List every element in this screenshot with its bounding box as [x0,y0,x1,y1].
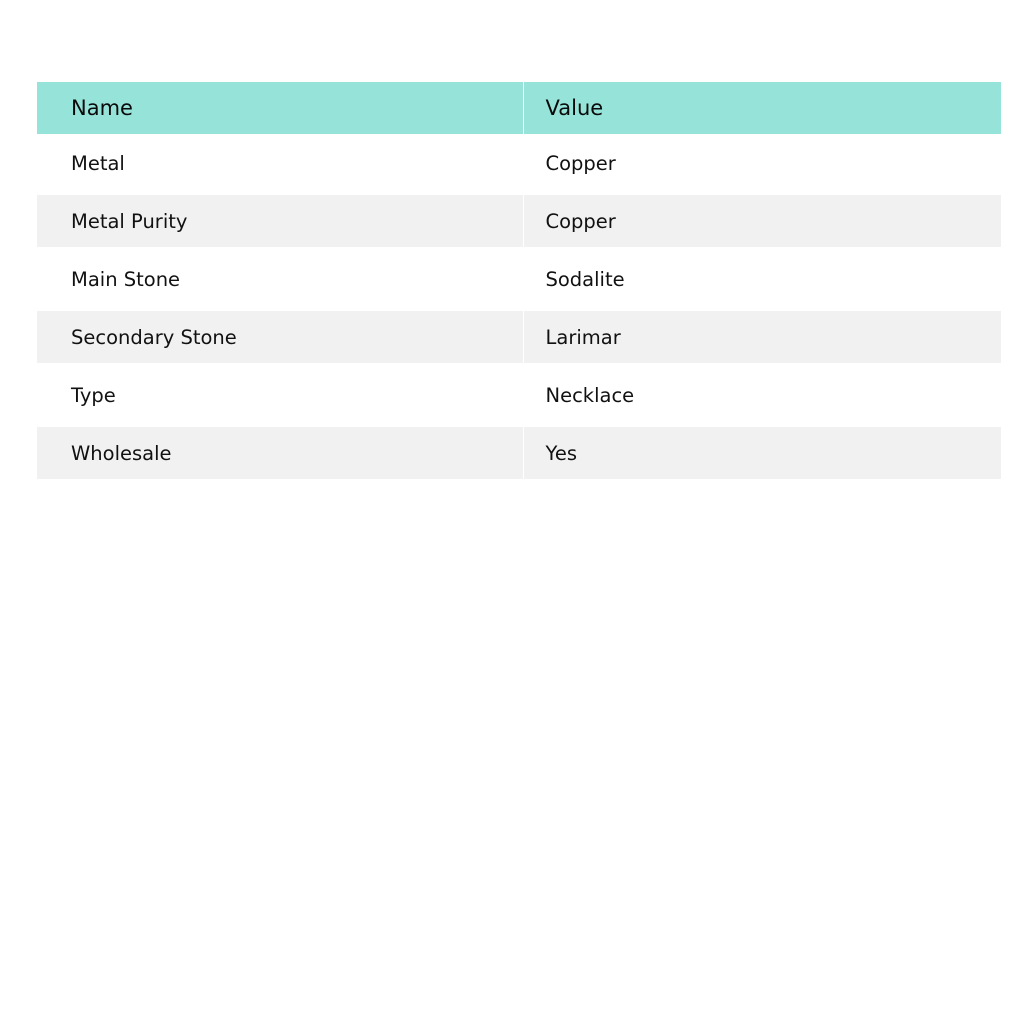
row-name-cell: Type [71,383,116,407]
table-row [37,366,1001,424]
table-header [37,82,1001,134]
attributes-table-container [37,82,1001,482]
table-row [37,424,1001,482]
column-header-value: Value [523,82,1001,134]
table-row [37,308,1001,366]
attributes-table [37,82,1001,482]
table-row [37,134,1001,192]
row-name-cell: Main Stone [71,267,181,291]
column-header-name: Name [71,96,133,120]
header-row [37,82,1001,134]
row-value-cell: Copper [523,134,1001,192]
row-value-cell: Copper [523,192,1001,250]
row-name-cell: Wholesale [71,441,172,465]
row-value-cell: Yes [523,424,1001,482]
table-body [37,134,1001,482]
table-row [37,250,1001,308]
row-name-cell: Metal Purity [71,209,188,233]
row-value-cell: Necklace [523,366,1001,424]
row-name-cell: Metal [71,151,125,175]
row-value-cell: Sodalite [523,250,1001,308]
row-value-cell: Larimar [523,308,1001,366]
row-name-cell: Secondary Stone [71,325,237,349]
table-row [37,192,1001,250]
